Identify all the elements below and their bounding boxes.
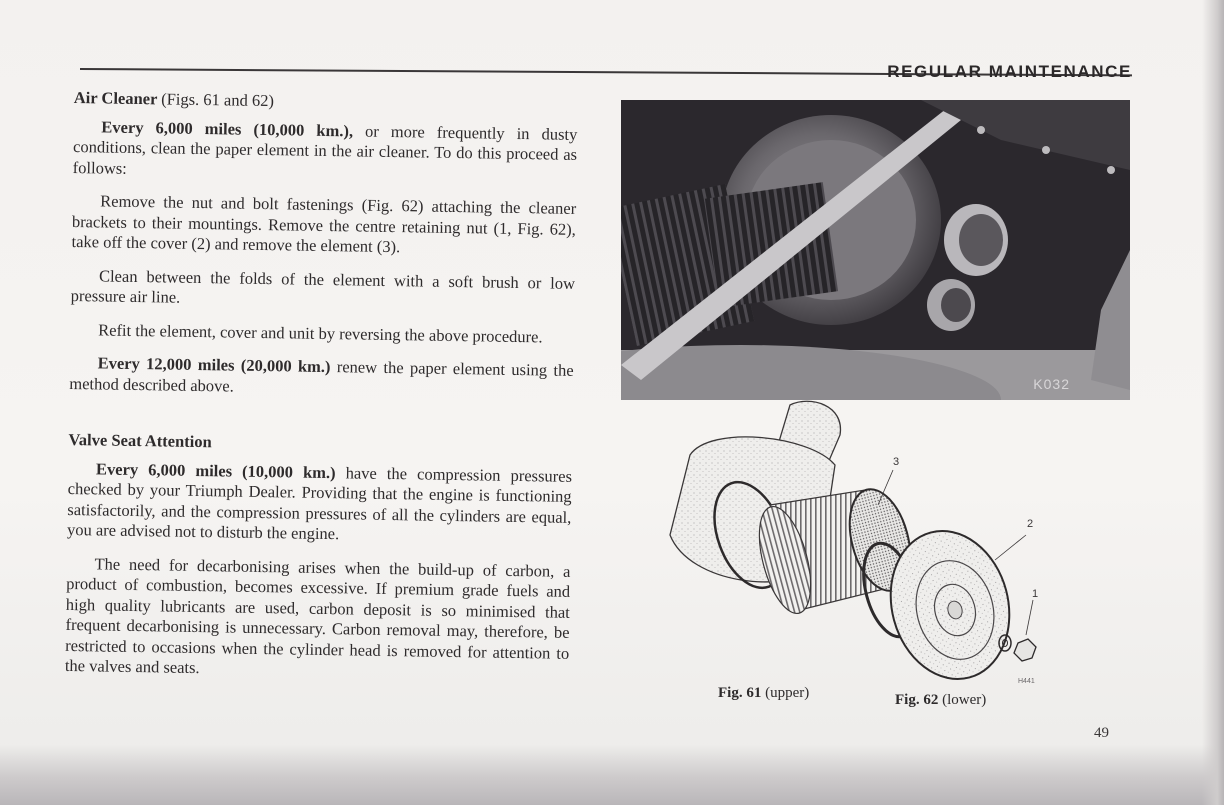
caption-fig-62-label: Fig. 62 (895, 692, 939, 708)
air-cleaner-heading-text: Air Cleaner (73, 88, 158, 109)
air-cleaner-exploded-drawing (650, 395, 1060, 690)
engine-bay-photo-art (621, 100, 1130, 400)
page-right-edge (1202, 0, 1224, 805)
page-bottom-shadow (0, 745, 1224, 805)
air-cleaner-heading-ref: (Figs. 61 and 62) (161, 89, 275, 111)
air-cleaner-interval-1: Every 6,000 miles (10,000 km.), (101, 116, 354, 140)
callout-cover: 2 (1027, 518, 1034, 530)
caption-fig-61-label: Fig. 61 (718, 685, 762, 701)
air-cleaner-para-2: Remove the nut and bolt fastenings (Fig. 62) attaching the cleaner brackets to their mountings. Remove the centre retaining nut (1, Fig. 62), take off the cover (2) and remove the element (3). (71, 191, 577, 257)
text-column (65, 88, 578, 697)
air-cleaner-interval-2: Every 12,000 miles (20,000 km.) (97, 353, 331, 377)
caption-fig-61-pos: (upper) (765, 685, 810, 701)
caption-fig-61 (718, 685, 809, 702)
air-cleaner-para-1-text: or more frequently in dusty conditions, clean the paper element in the air cleaner. To do this proceed as follows: (72, 120, 578, 178)
air-cleaner-heading (74, 88, 578, 116)
caption-fig-62 (895, 692, 986, 709)
caption-fig-62-pos: (lower) (942, 692, 987, 708)
valve-seat-interval: Every 6,000 miles (10,000 km.) (95, 458, 336, 482)
air-cleaner-para-4: Refit the element, cover and unit by reversing the above procedure. (98, 319, 543, 346)
air-cleaner-para-3: Clean between the folds of the element with a soft brush or low pressure air line. (70, 265, 576, 307)
page-number: 49 (1094, 725, 1109, 741)
valve-seat-para-1-text: have the compression pressures checked by your Triumph Dealer. Providing that the engine is functioning satisfactorily, and the compression pressures of all the cylinders are equal, you are advised not to disturb the engine. (66, 462, 573, 544)
air-cleaner-para-5-text: renew the paper element using the method described above. (69, 357, 574, 396)
valve-seat-para-1 (67, 458, 572, 548)
photo-code: K032 (1033, 376, 1070, 392)
callout-nut: 1 (1032, 588, 1039, 600)
exploded-view-art (650, 395, 1060, 690)
running-head: REGULAR MAINTENANCE (887, 62, 1132, 81)
air-cleaner-para-5 (69, 353, 574, 402)
air-cleaner-para-1 (73, 116, 578, 185)
valve-seat-heading: Valve Seat Attention (68, 429, 212, 452)
callout-element: 3 (893, 456, 900, 468)
valve-seat-para-2: The need for decarbonising arises when the build-up of carbon, a product of combustion, becomes excessive. If premium grade fuels and high quality lubricants are used, carbon deposit is so minimised that frequent decarbonising is unnecessary. Carbon removal may, therefore, be restricted to occasions when the cylinder head is removed for attention to the valves and seats. (64, 553, 571, 678)
drawing-code: H441 (1018, 678, 1035, 685)
engine-bay-photo (621, 100, 1130, 400)
